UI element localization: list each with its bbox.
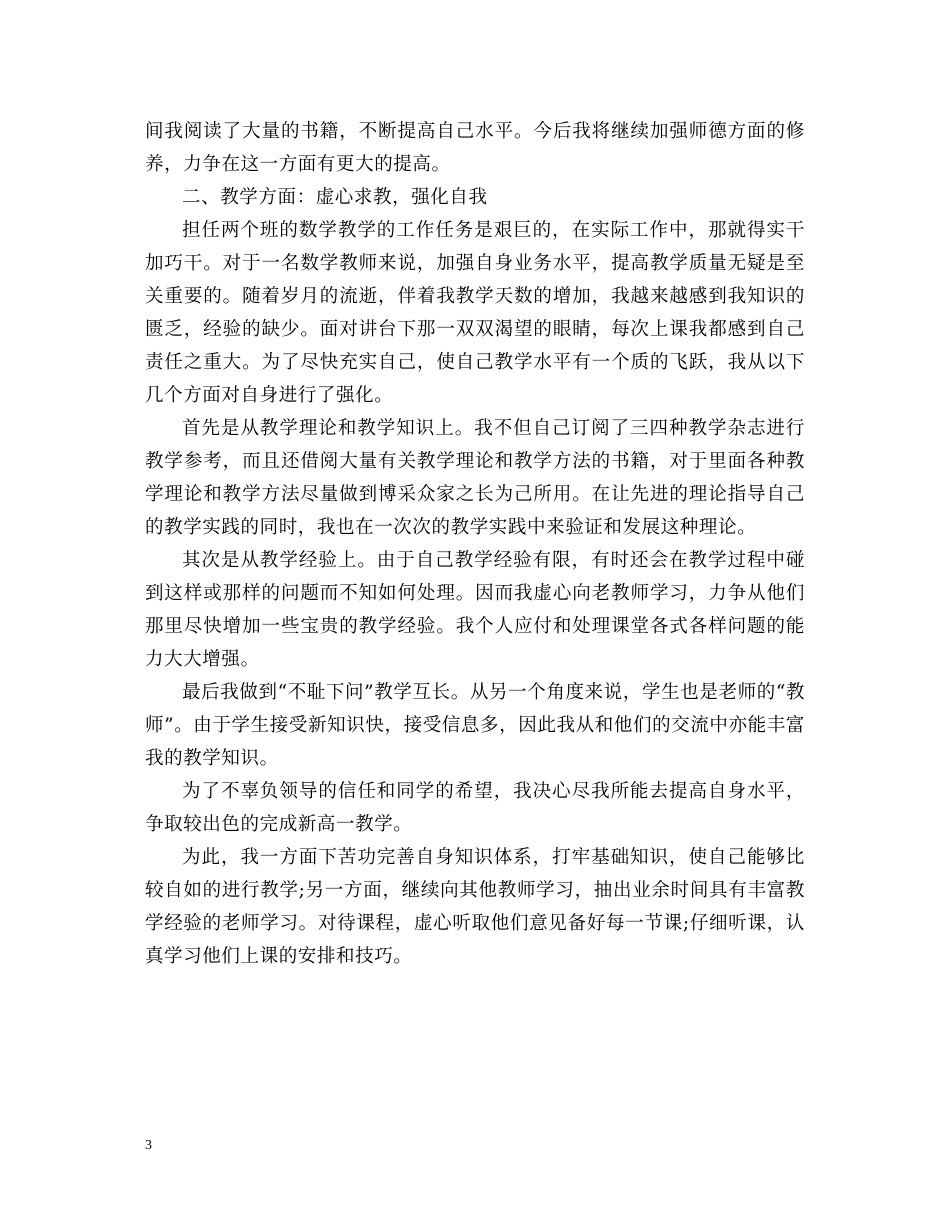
paragraph-theory: 首先是从教学理论和教学知识上。我不但自己订阅了三四种教学杂志进行教学参考，而且还借阅大量有关教学理论和教学方法的书籍，对于里面各种教学理论和教学方法尽量做到博采众家之长为己所用。在让先进的理论指导自己的教学实践的同时，我也在一次次的教学实践中来验证和发展这种理论。 <box>145 418 805 538</box>
paragraph-plan: 为此，我一方面下苦功完善自身知识体系，打牢基础知识，使自己能够比较自如的进行教学;另一方面，继续向其他教师学习，抽出业余时间具有丰富教学经验的老师学习。对待课程，虚心听取他们意见备好每一节课;仔细听课，认真学习他们上课的安排和技巧。 <box>145 847 805 967</box>
paragraph-experience: 其次是从教学经验上。由于自己教学经验有限，有时还会在教学过程中碰到这样或那样的问题而不知如何处理。因而我虚心向老教师学习，力争从他们那里尽快增加一些宝贵的教学经验。我个人应付和处理课堂各式各样问题的能力大大增强。 <box>145 550 805 670</box>
paragraph-learn-from-students: 最后我做到“不耻下问”教学互长。从另一个角度来说，学生也是老师的“教师”。由于学生接受新知识快，接受信息多，因此我从和他们的交流中亦能丰富我的教学知识。 <box>145 682 805 769</box>
document-body <box>145 115 805 973</box>
paragraph-resolution: 为了不辜负领导的信任和同学的希望，我决心尽我所能去提高自身水平，争取较出色的完成新高一教学。 <box>145 781 805 835</box>
section-heading-teaching: 二、教学方面：虚心求教，强化自我 <box>182 187 488 208</box>
paragraph-teaching-task: 担任两个班的数学教学的工作任务是艰巨的，在实际工作中，那就得实干加巧干。对于一名数学教师来说，加强自身业务水平，提高教学质量无疑是至关重要的。随着岁月的流逝，伴着我教学天数的增加，我越来越感到我知识的匮乏，经验的缺少。面对讲台下那一双双渴望的眼睛，每次上课我都感到自己责任之重大。为了尽快充实自己，使自己教学水平有一个质的飞跃，我从以下几个方面对自身进行了强化。 <box>145 220 805 406</box>
paragraph-continuation: 间我阅读了大量的书籍，不断提高自己水平。今后我将继续加强师德方面的修养，力争在这一方面有更大的提高。 <box>145 121 805 175</box>
page-number: 3 <box>145 1138 152 1153</box>
